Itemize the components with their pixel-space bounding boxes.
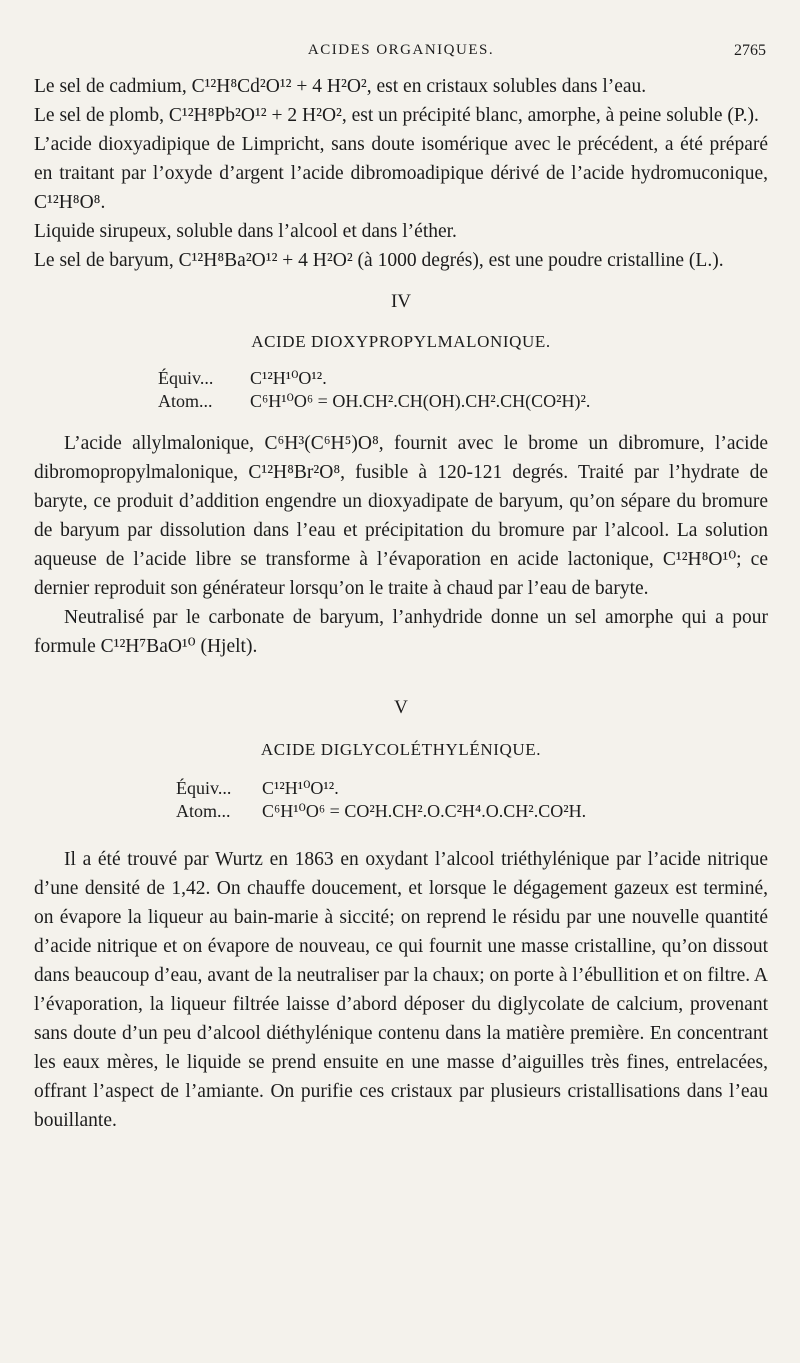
- section-v-title: ACIDE DIGLYCOLÉTHYLÉNIQUE.: [260, 740, 542, 759]
- atom-label: Atom...: [158, 391, 213, 411]
- section-iv-title: ACIDE DIOXYPROPYLMALONIQUE.: [251, 332, 551, 351]
- paragraph-cadmium: Le sel de cadmium, C¹²H⁸Cd²O¹² + 4 H²O², est en cristaux solubles dans l’eau.: [34, 76, 647, 97]
- section-v-formulas: [34, 777, 768, 823]
- running-head: [34, 0, 768, 59]
- section-iv-formulas: [34, 367, 768, 413]
- paragraph-plomb: Le sel de plomb, C¹²H⁸Pb²O¹² + 2 H²O², est un précipité blanc, amorphe, à peine soluble (P.).: [34, 105, 759, 126]
- atom-value: C⁶H¹⁰O⁶ = OH.CH².CH(OH).CH².CH(CO²H)².: [250, 391, 591, 411]
- atom-formula-v: [176, 800, 768, 823]
- paragraph-wurtz: Il a été trouvé par Wurtz en 1863 en oxydant l’alcool triéthylénique par l’acide nitrique d’une densité de 1,42. On chauffe doucement, et lorsque le dégagement gazeux est terminé, on évapore la liqueur au bain-marie à siccité; on reprend le résidu par une nouvelle quantité d’acide nitrique et on évapore de nouveau, ce qui fournit une masse cristalline, qu’on dissout dans beaucoup d’eau, avant de la neutraliser par la chaux; on porte à l’ébullition et on filtre. A l’évaporation, la liqueur filtrée laisse d’abord déposer du diglycolate de calcium, provenant sans doute d’un peu d’alcool diéthylénique contenu dans la matière première. En concentrant les eaux mères, le liquide se prend ensuite en une masse d’aiguilles très fines, entrelacées, offrant l’aspect de l’amiante. On purifie ces cristaux par plusieurs cristallisations dans l’eau bouillante.: [34, 849, 768, 1131]
- atom-label: Atom...: [176, 801, 231, 821]
- atom-value: C⁶H¹⁰O⁶ = CO²H.CH².O.C²H⁴.O.CH².CO²H.: [262, 801, 587, 821]
- equiv-label: Équiv...: [176, 778, 232, 798]
- equiv-value: C¹²H¹⁰O¹².: [262, 778, 339, 798]
- equiv-formula-iv: [158, 367, 768, 390]
- paragraph-allylmalonique: L’acide allylmalonique, C⁶H³(C⁶H⁵)O⁸, fournit avec le brome un dibromure, l’acide dibromopropylmalonique, C¹²H⁸Br²O⁸, fusible à 120-121 degrés. Traité par l’hydrate de baryte, ce produit d’addition engendre un dioxyadipate de baryum, qu’on sépare du bromure de baryum par dissolution dans l’eau et précipitation du bromure par l’alcool. La solution aqueuse de l’acide libre se transforme à l’évaporation en acide lactonique, C¹²H⁸O¹⁰; ce dernier reproduit son générateur lorsqu’on le traite à chaud par l’eau de baryte.: [34, 433, 768, 599]
- equiv-formula-v: [176, 777, 768, 800]
- running-title: ACIDES ORGANIQUES.: [307, 42, 495, 58]
- paragraph-baryum: Le sel de baryum, C¹²H⁸Ba²O¹² + 4 H²O² (à 1000 degrés), est une poudre cristalline (L.).: [34, 250, 724, 271]
- paragraph-dioxyadipique: L’acide dioxyadipique de Limpricht, sans doute isomérique avec le précédent, a été préparé en traitant par l’oxyde d’argent l’acide dibromoadipique dérivé de l’acide hydromuconique, C¹²H⁸O⁸.: [34, 134, 768, 213]
- paragraph-neutralise: Neutralisé par le carbonate de baryum, l’anhydride donne un sel amorphe qui a pour formule C¹²H⁷BaO¹⁰ (Hjelt).: [34, 607, 768, 657]
- equiv-label: Équiv...: [158, 368, 214, 388]
- equiv-value: C¹²H¹⁰O¹².: [250, 368, 327, 388]
- section-iv-number: IV: [390, 291, 412, 312]
- page-number: 2765: [734, 42, 766, 59]
- section-v-number: V: [394, 697, 408, 718]
- atom-formula-iv: [158, 390, 768, 413]
- paragraph-liquide: Liquide sirupeux, soluble dans l’alcool et dans l’éther.: [34, 221, 457, 242]
